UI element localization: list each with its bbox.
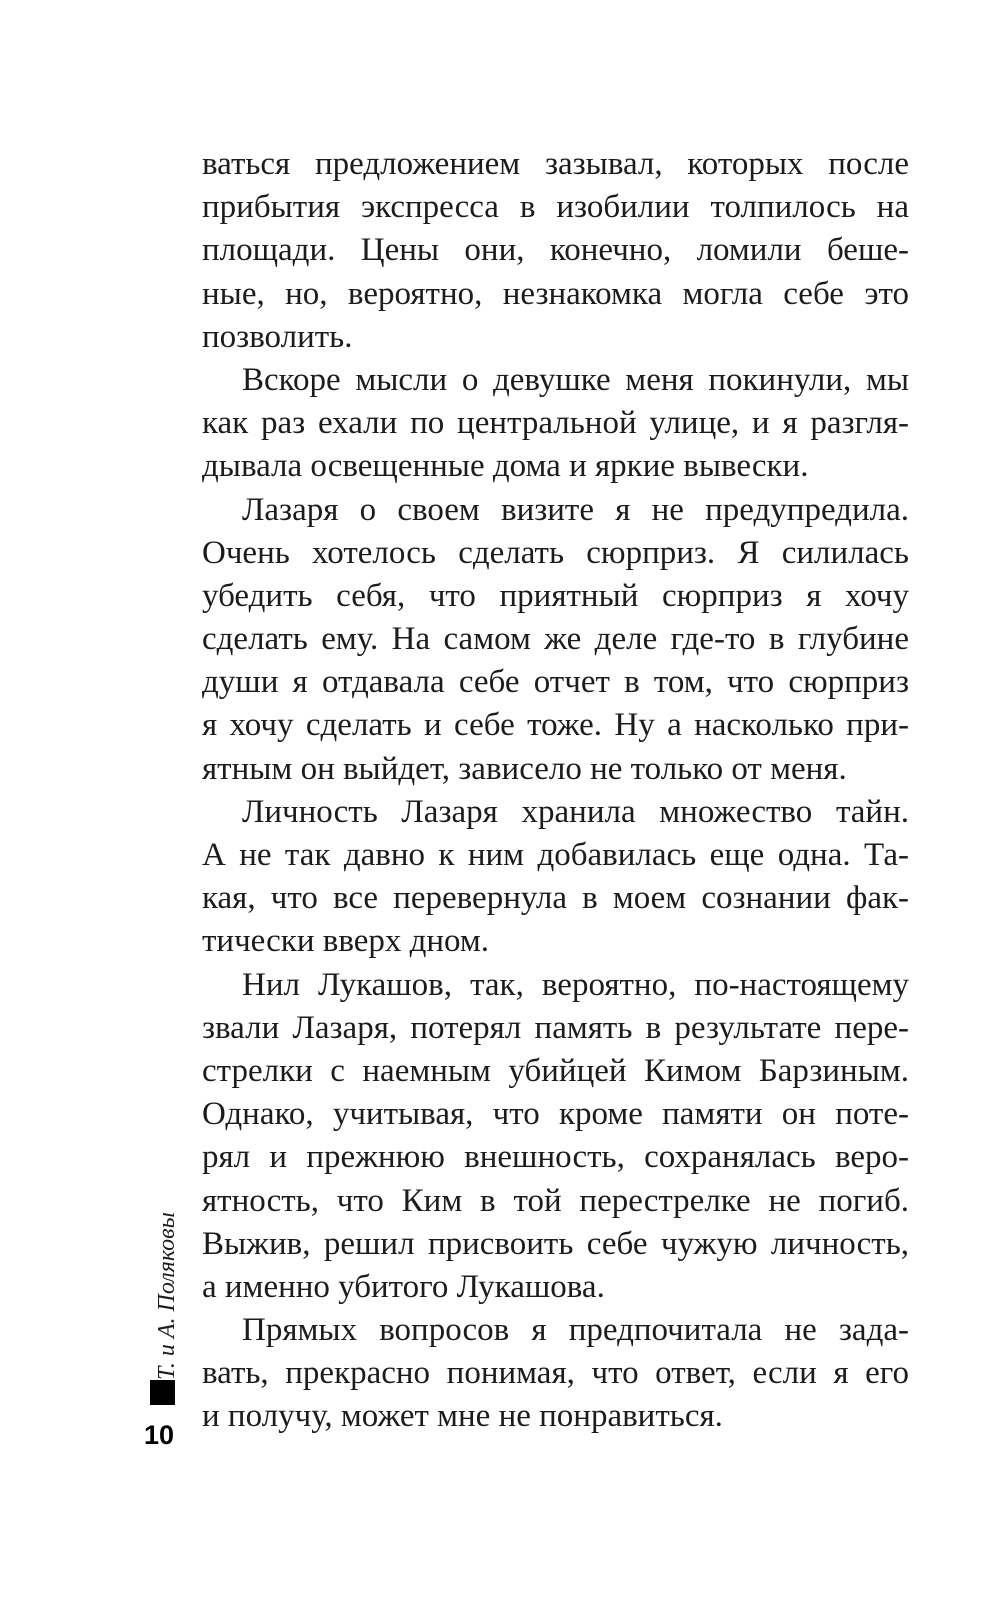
page-marker-square (150, 1380, 175, 1405)
text-line: сделать ему. На самом же деле где-то в глубине (202, 621, 909, 658)
text-line: ные, но, вероятно, незнакомка могла себе это (202, 275, 909, 312)
text-line: стрелки с наемным убийцей Кимом Барзиным. (202, 1052, 909, 1089)
paragraph (202, 1309, 909, 1439)
text-line: прибытия экспресса в изобилии толпилось на (202, 189, 909, 226)
text-line: а именно убитого Лукашова. (202, 1268, 605, 1305)
text-line: ваться предложением зазывал, которых после (202, 146, 909, 182)
text-line: ятность, что Ким в той перестрелке не погиб. (202, 1182, 909, 1219)
text-line: Вскоре мысли о девушке меня покинули, мы (242, 361, 909, 398)
paragraph (202, 964, 909, 1310)
text-line: тически вверх дном. (202, 923, 490, 960)
text-line: Нил Лукашов, так, вероятно, по-настоящему (242, 966, 909, 1003)
text-line: Личность Лазаря хранила множество тайн. (242, 793, 909, 830)
page-number: 10 (144, 1420, 175, 1450)
paragraph (202, 359, 909, 489)
paragraph (202, 143, 909, 359)
text-line: как раз ехали по центральной улице, и я разгля- (202, 405, 909, 442)
text-line: Однако, учитывая, что кроме памяти он поте- (202, 1096, 909, 1133)
paragraph (202, 489, 909, 791)
text-line: дывала освещенные дома и яркие вывески. (202, 448, 809, 485)
text-line: вать, прекрасно понимая, что ответ, если я его (202, 1355, 909, 1392)
text-line: души я отдавала себе отчет в том, что сюрприз (202, 664, 909, 701)
text-line: площади. Цены они, конечно, ломили беше- (202, 232, 909, 269)
text-line: Прямых вопросов я предпочитала не зада- (242, 1312, 909, 1349)
text-line: ятным он выйдет, зависело не только от меня. (202, 750, 847, 787)
text-line: и получу, может мне не понравиться. (202, 1398, 723, 1435)
paragraph (202, 791, 909, 964)
text-line: Выжив, решил присвоить себе чужую личность, (202, 1225, 909, 1262)
text-line: я хочу сделать и себе тоже. Ну а насколько при- (202, 707, 909, 744)
text-line: кая, что все перевернула в моем сознании фак- (202, 880, 909, 917)
text-line: убедить себя, что приятный сюрприз я хочу (202, 577, 909, 614)
text-line: А не так давно к ним добавилась еще одна. Та- (202, 837, 909, 873)
text-line: звали Лазаря, потерял память в результате пере- (202, 1009, 909, 1046)
text-line: позволить. (202, 318, 353, 355)
running-head: Т. и А. Поляковы (154, 1212, 180, 1380)
text-line: Очень хотелось сделать сюрприз. Я силилась (202, 534, 909, 571)
text-line: Лазаря о своем визите я не предупредила. (242, 491, 909, 528)
body-text (202, 143, 909, 1439)
text-line: рял и прежнюю внешность, сохранялась веро- (202, 1139, 909, 1176)
